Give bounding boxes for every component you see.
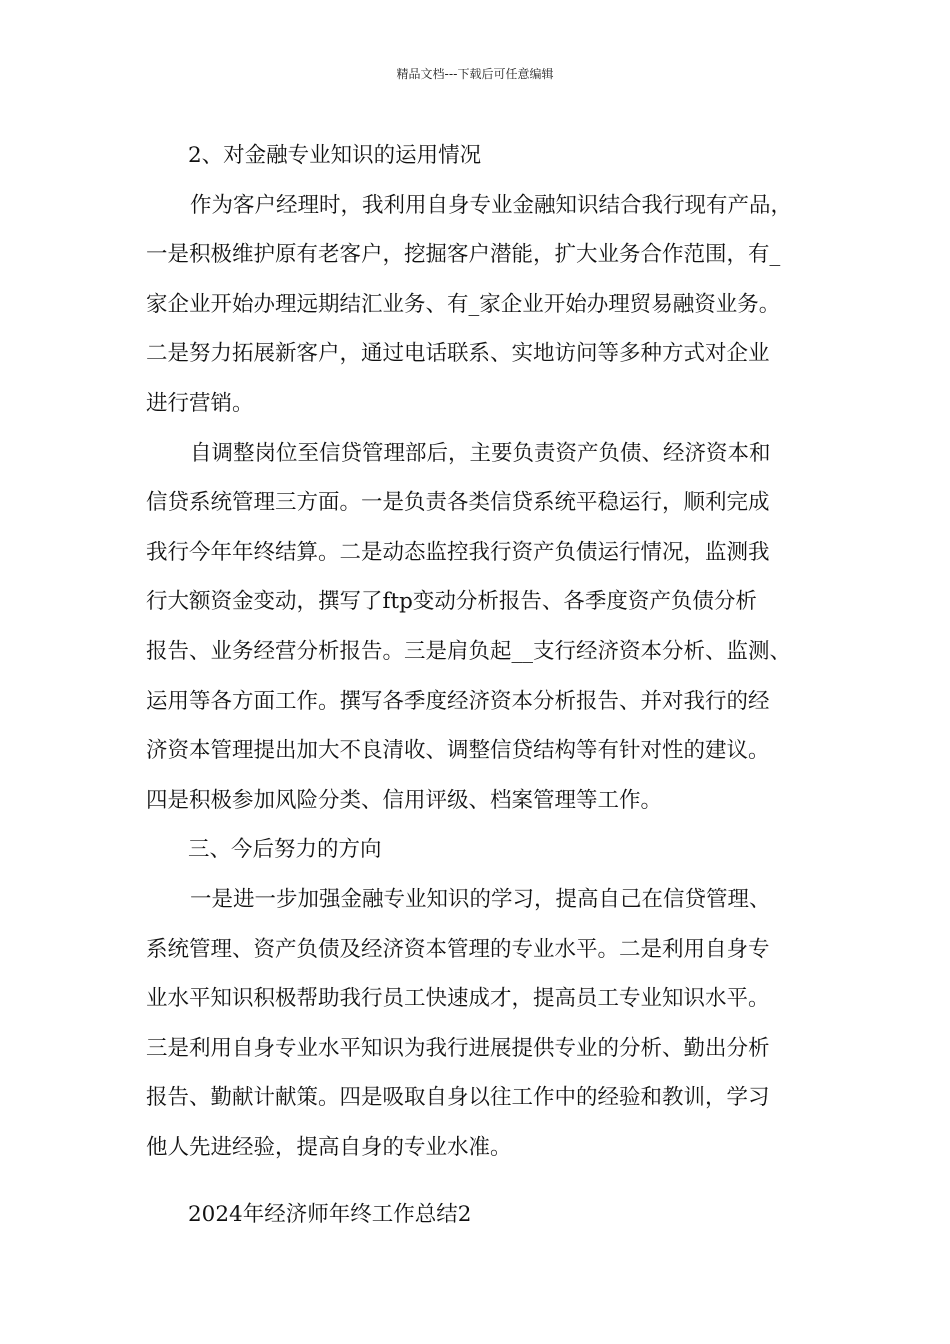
text-line: 行大额资金变动，撰写了ftp变动分析报告、各季度资产负债分析 xyxy=(146,589,757,615)
text-line: 报告、业务经营分析报告。三是肩负起__支行经济资本分析、监测、 xyxy=(146,638,792,664)
document-body xyxy=(146,131,826,1240)
paragraph-gap xyxy=(146,1172,826,1190)
text-line: 作为客户经理时，我利用自身专业金融知识结合我行现有产品， xyxy=(190,192,793,218)
text-line: 业水平知识积极帮助我行员工快速成才，提高员工专业知识水平。 xyxy=(146,986,770,1012)
text-line: 系统管理、资产负债及经济资本管理的专业水平。二是利用自身专 xyxy=(146,936,770,962)
text-line: 一是积极维护原有老客户，挖掘客户潜能，扩大业务合作范围，有_ xyxy=(146,242,781,268)
text-line: 进行营销。 xyxy=(146,390,254,416)
text-line: 济资本管理提出加大不良清收、调整信贷结构等有针对性的建议。 xyxy=(146,738,770,764)
text-line: 他人先进经验，提高自身的专业水准。 xyxy=(146,1134,512,1160)
text-line: 四是积极参加风险分类、信用评级、档案管理等工作。 xyxy=(146,787,663,813)
text-line: 我行今年年终结算。二是动态监控我行资产负债运行情况，监测我 xyxy=(146,539,770,565)
text-line: 家企业开始办理远期结汇业务、有_家企业开始办理贸易融资业务。 xyxy=(146,291,781,317)
text-line: 三是利用自身专业水平知识为我行进展提供专业的分析、勤出分析 xyxy=(146,1035,770,1061)
text-line: 自调整岗位至信贷管理部后，主要负责资产负债、经济资本和 xyxy=(190,440,771,466)
page-header: 精品文档---下载后可任意编辑 xyxy=(396,67,554,81)
text-line: 运用等各方面工作。撰写各季度经济资本分析报告、并对我行的经 xyxy=(146,688,770,714)
text-line: 报告、勤献计献策。四是吸取自身以往工作中的经验和教训，学习 xyxy=(146,1085,770,1111)
section-heading: 2024年经济师年终工作总结2 xyxy=(188,1202,472,1228)
text-line: 信贷系统管理三方面。一是负责各类信贷系统平稳运行，顺利完成 xyxy=(146,490,770,516)
section-heading: 2、对金融专业知识的运用情况 xyxy=(188,143,482,168)
section-heading: 三、今后努力的方向 xyxy=(188,837,382,863)
text-line: 一是进一步加强金融专业知识的学习，提高自己在信贷管理、 xyxy=(190,886,771,912)
text-line: 二是努力拓展新客户，通过电话联系、实地访问等多种方式对企业 xyxy=(146,341,770,367)
